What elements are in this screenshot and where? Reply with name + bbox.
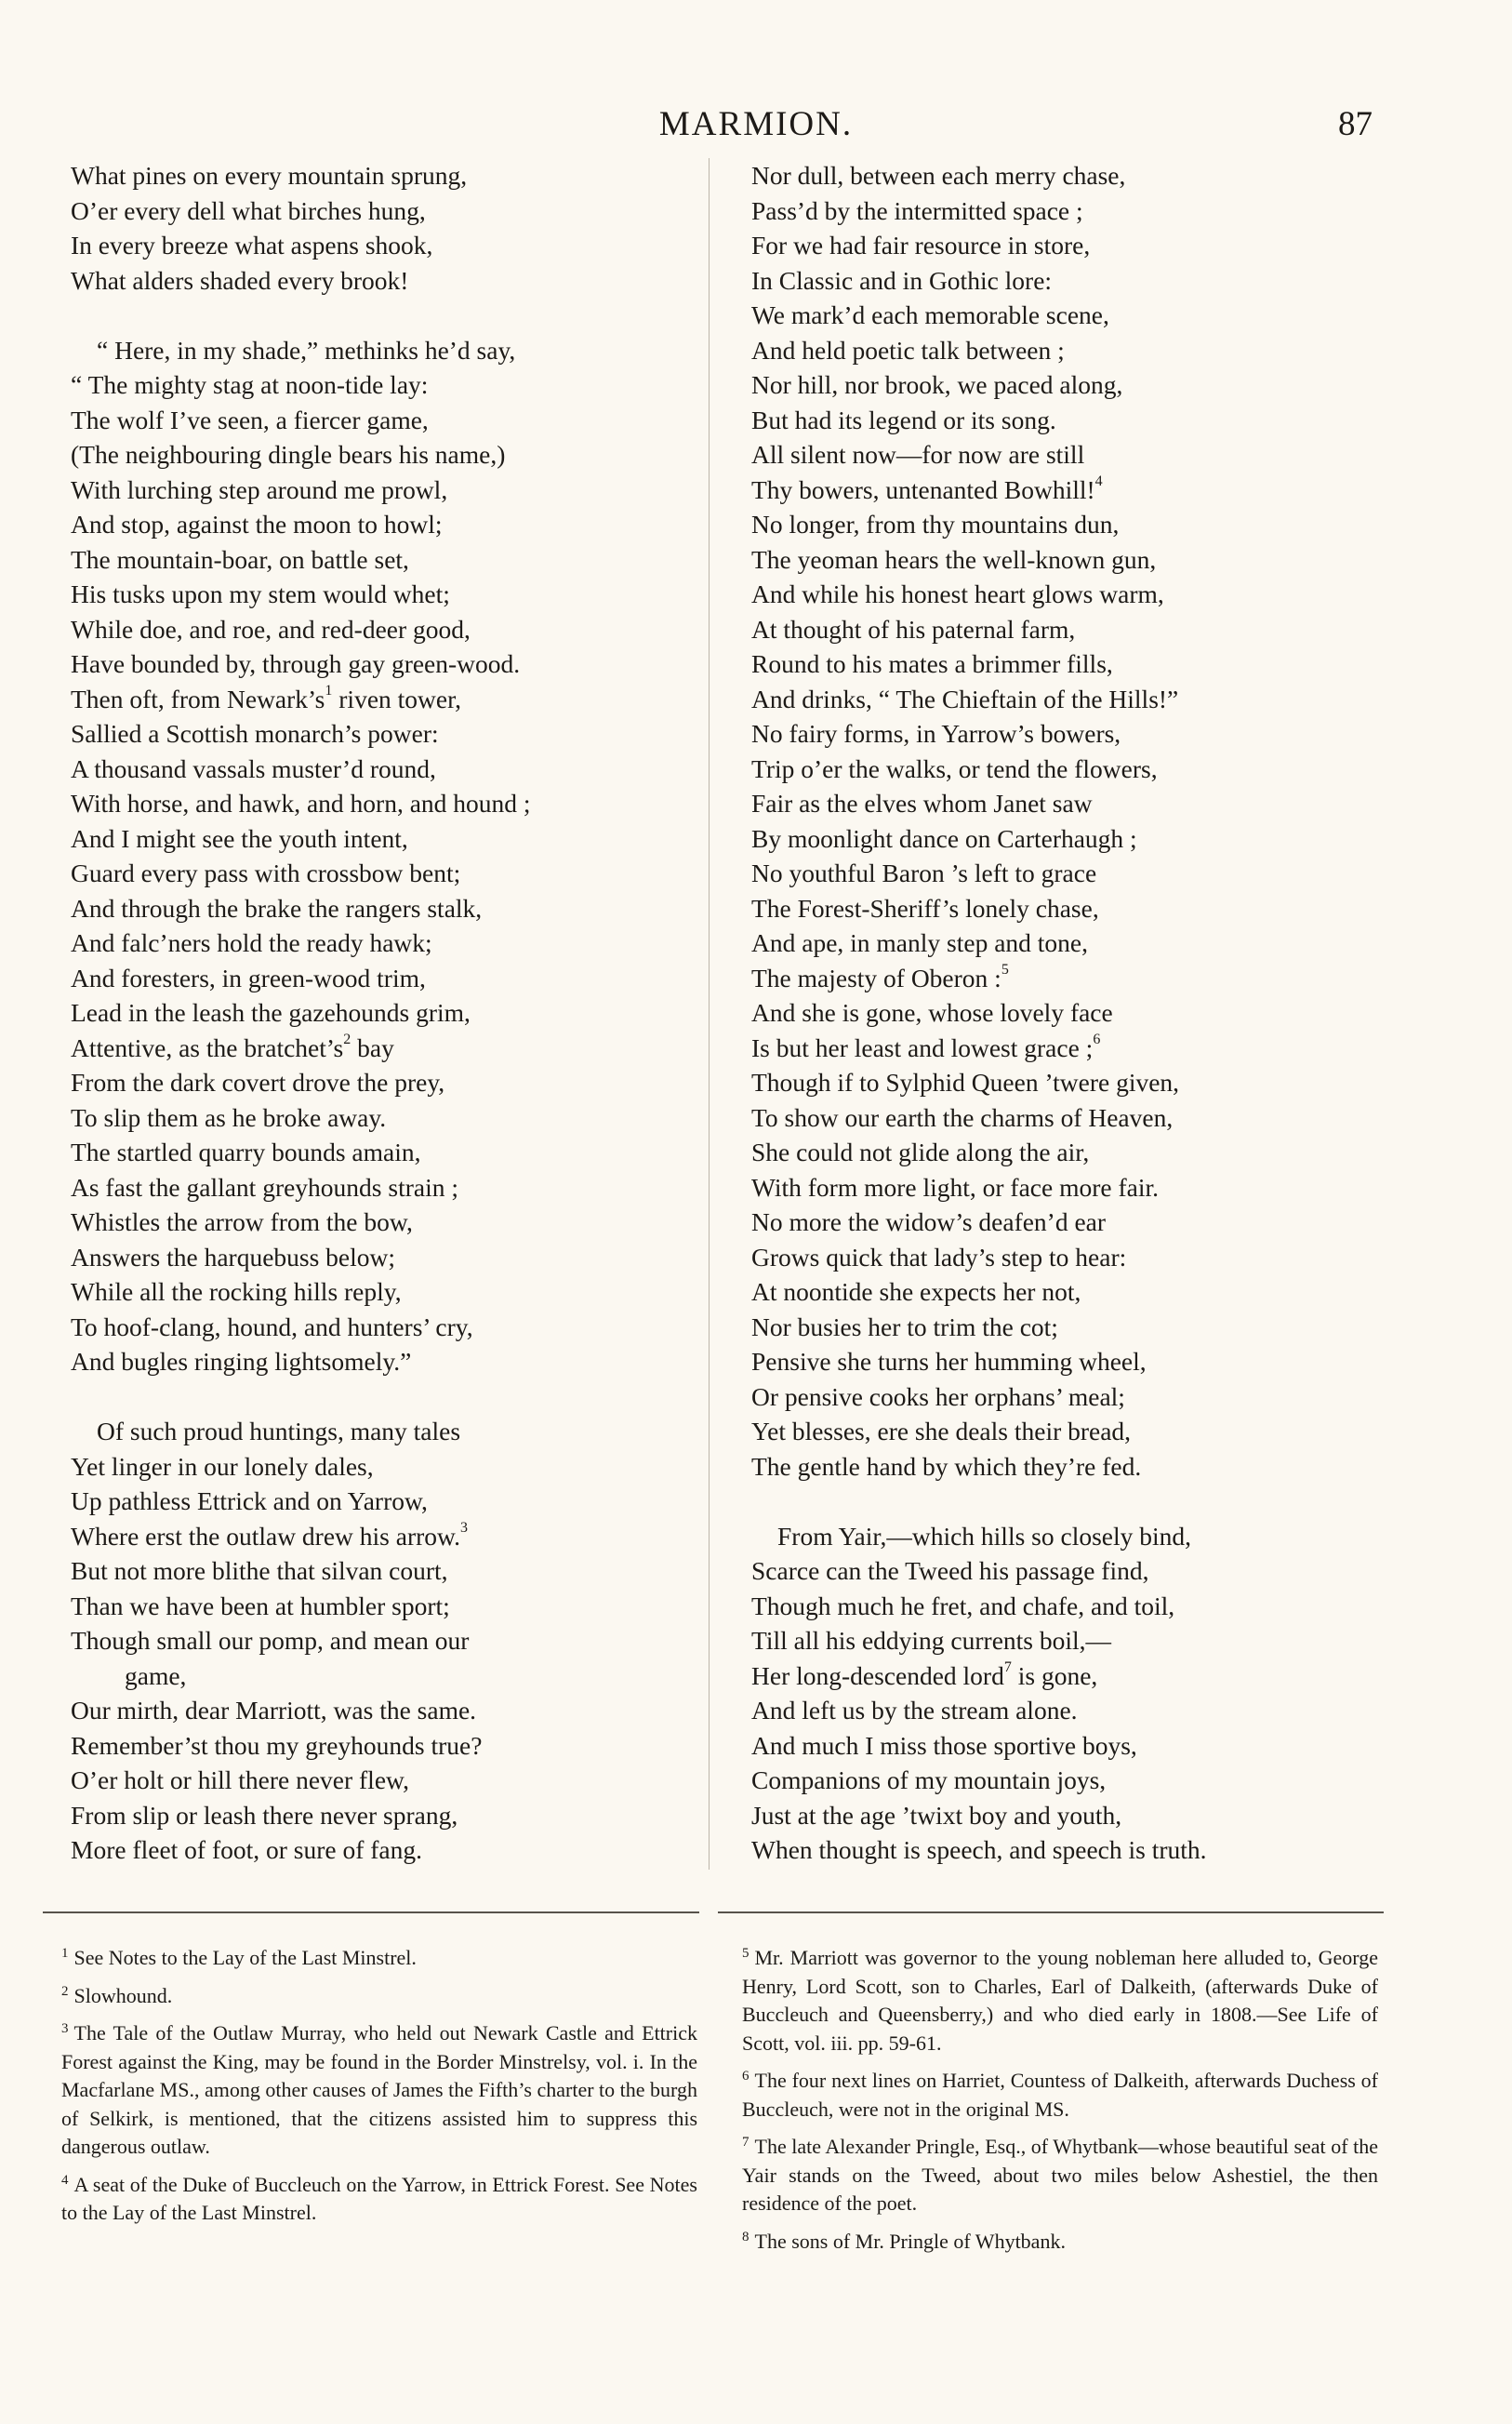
footnote-text: The sons of Mr. Pringle of Whytbank. [754,2229,1066,2253]
verse-text: And I might see the youth intent, [71,823,408,853]
verse-text: For we had fair resource in store, [751,231,1091,260]
verse-line [751,682,1402,717]
footnote-number: 2 [61,1983,69,1999]
verse-line [71,682,722,717]
page-header [0,104,1512,151]
footnote [722,2228,1378,2257]
verse-line [751,1693,1402,1728]
verse-text: Though much he fret, and chafe, and toil, [751,1591,1175,1620]
verse-line [71,1205,722,1240]
verse-text: And drinks, “ The Chieftain of the Hills!” [751,684,1179,713]
verse-line [751,646,1402,682]
verse-text: Round to his mates a brimmer fills, [751,649,1113,678]
verse-text: Companions of my mountain joys, [751,1765,1107,1794]
verse-text: Nor busies her to trim the cot; [751,1312,1058,1341]
verse-line [751,228,1402,263]
verse-line [71,646,722,682]
footnote-rule-right [718,1911,1384,1913]
verse-text-after: bay [351,1032,394,1062]
verse-text: The mountain-boar, on battle set, [71,544,409,574]
verse-text: Trip o’er the walks, or tend the flowers, [751,753,1158,783]
verse-line [751,1065,1402,1100]
verse-line [751,1205,1402,1240]
verse-line [71,263,722,299]
verse-line [71,1065,722,1100]
footnote-text: Slowhound. [73,1983,173,2007]
footnote-number: 1 [61,1946,69,1961]
verse-text: Guard every pass with crossbow bent; [71,859,461,887]
footnote [41,1944,697,1973]
verse-text: Nor hill, nor brook, we paced along, [751,370,1123,399]
footnote-number: 8 [742,2229,749,2244]
verse-text: The gentle hand by which they’re fed. [751,1451,1142,1481]
verse-line [751,263,1402,299]
verse-text-after: riven tower, [332,684,462,713]
stanza [71,158,722,298]
verse-text: From the dark covert drove the prey, [71,1068,445,1097]
verse-text: Thy bowers, untenanted Bowhill! [751,474,1095,504]
verse-line [71,437,722,473]
verse-text: The majesty of Oberon : [751,963,1001,992]
verse-text: From slip or leash there never sprang, [71,1800,458,1830]
footnote-ref: 3 [459,1519,468,1536]
verse-text: A thousand vassals muster’d round, [71,753,436,783]
verse-line [751,1553,1402,1589]
verse-line [71,1623,722,1658]
verse-line [751,1832,1402,1868]
verse-text: Up pathless Ettrick and on Yarrow, [71,1486,428,1515]
running-title: MARMION. [658,105,854,143]
poem-column-right [751,158,1402,1868]
verse-text: No youthful Baron ’s left to grace [751,859,1097,887]
verse-text: But had its legend or its song. [751,405,1056,434]
poem-column-left [71,158,722,1868]
verse-text: She could not glide along the air, [751,1138,1090,1166]
verse-text: But not more blithe that silvan court, [71,1556,448,1585]
verse-line [71,1763,722,1798]
verse-text: What alders shaded every brook! [71,265,409,295]
verse-text: To hoof-clang, hound, and hunters’ cry, [71,1312,473,1341]
verse-text: With horse, and hawk, and horn, and hound ; [71,789,531,818]
stanza [71,1414,722,1868]
verse-line [751,961,1402,996]
verse-text: Is but her least and lowest grace ; [751,1032,1094,1062]
verse-line [71,1310,722,1345]
verse-text: The startled quarry bounds amain, [71,1138,421,1166]
verse-text: And bugles ringing lightsomely.” [71,1347,412,1376]
footnote-ref: 4 [1094,473,1103,489]
footnote-rule-left [43,1911,699,1913]
verse-text: Grows quick that lady’s step to hear: [751,1242,1127,1272]
verse-line [71,1414,722,1449]
verse-text: And much I miss those sportive boys, [751,1730,1137,1760]
verse-line [71,542,722,578]
verse-text: In every breeze what aspens shook, [71,231,433,260]
verse-line [751,1100,1402,1136]
verse-text-after: is gone, [1011,1660,1098,1690]
verse-text: With form more light, or face more fair. [751,1172,1159,1202]
verse-line [751,473,1402,508]
verse-text: Pass’d by the intermitted space ; [751,195,1083,225]
verse-text: Remember’st thou my greyhounds true? [71,1730,483,1760]
verse-line [71,856,722,891]
verse-text: And ape, in manly step and tone, [751,928,1088,957]
verse-text: The yeoman hears the well-known gun, [751,544,1157,574]
verse-line [71,473,722,508]
verse-text: More fleet of foot, or sure of fang. [71,1835,422,1864]
verse-line [71,1100,722,1136]
footnote-number: 4 [61,2172,69,2188]
verse-text: No longer, from thy mountains dun, [751,510,1120,539]
verse-text: From Yair,—which hills so closely bind, [777,1521,1192,1551]
footnote-text: The Tale of the Outlaw Murray, who held out Newark Castle and Ettrick Forest against the King, may be found in the Border Minstrelsy, vol. i. In the Macfarlane MS., among other causes of James the Fifth’s charter to the burgh of Selkirk, is mentioned, that the citizens assisted him to suppress this dangerous outlaw. [61,2021,697,2158]
verse-line [751,158,1402,193]
verse-line [71,1484,722,1519]
stanza [751,1519,1402,1868]
verse-line [71,716,722,752]
footnote [41,1982,697,2011]
verse-text: Then oft, from Newark’s [71,684,325,713]
verse-text: Till all his eddying currents boil,— [751,1626,1112,1655]
verse-text: Though if to Sylphid Queen ’twere given, [751,1068,1180,1097]
footnote-ref: 1 [325,682,333,699]
verse-text: Her long-descended lord [751,1660,1004,1690]
verse-line [751,891,1402,926]
verse-line [71,577,722,612]
verse-line [751,1763,1402,1798]
verse-text: And she is gone, whose lovely face [751,998,1113,1027]
verse-text: O’er every dell what birches hung, [71,195,426,225]
verse-text: At noontide she expects her not, [751,1277,1081,1306]
verse-text: When thought is speech, and speech is truth. [751,1835,1207,1864]
verse-line [751,716,1402,752]
verse-text: Have bounded by, through gay green-wood. [71,649,521,678]
verse-line [71,403,722,438]
verse-line [751,995,1402,1031]
verse-text: Just at the age ’twixt boy and youth, [751,1800,1122,1830]
verse-text: Or pensive cooks her orphans’ meal; [751,1381,1125,1411]
verse-line [71,193,722,229]
verse-line [751,193,1402,229]
verse-line [751,1798,1402,1833]
verse-line [751,1728,1402,1764]
verse-line [751,752,1402,787]
verse-text: Nor dull, between each merry chase, [751,161,1126,190]
verse-text: To show our earth the charms of Heaven, [751,1102,1174,1132]
verse-line [71,612,722,647]
verse-line [751,1589,1402,1624]
verse-text: By moonlight dance on Carterhaugh ; [751,823,1137,853]
verse-text: game, [125,1660,187,1690]
verse-line [71,158,722,193]
footnotes-right [722,1944,1378,2265]
verse-line [751,1170,1402,1205]
verse-text: Lead in the leash the gazehounds grim, [71,998,471,1027]
verse-text: To slip them as he broke away. [71,1102,387,1132]
verse-line [751,403,1402,438]
verse-line [751,577,1402,612]
verse-text: Sallied a Scottish monarch’s power: [71,719,439,748]
verse-line [751,542,1402,578]
verse-text: We mark’d each memorable scene, [751,300,1109,329]
verse-text: “ The mighty stag at noon-tide lay: [71,370,429,399]
verse-text: Scarce can the Tweed his passage find, [751,1556,1149,1585]
footnote-number: 5 [742,1946,749,1961]
footnotes-left [41,1944,697,2237]
verse-line [71,1728,722,1764]
verse-text: (The neighbouring dingle bears his name,) [71,440,506,469]
verse-text: “ Here, in my shade,” methinks he’d say, [97,335,516,365]
verse-line [71,1135,722,1170]
footnote-number: 6 [742,2069,749,2084]
verse-line [71,926,722,961]
footnote [722,2067,1378,2124]
verse-line [751,1135,1402,1170]
verse-text: His tusks upon my stem would whet; [71,579,450,608]
verse-line [751,1414,1402,1449]
verse-line [751,821,1402,857]
verse-text: And while his honest heart glows warm, [751,579,1164,608]
footnote-ref: 6 [1093,1031,1101,1047]
verse-line [71,507,722,542]
stanza [71,333,722,1379]
footnote-text: See Notes to the Lay of the Last Minstrel. [73,1946,417,1969]
verse-line [751,786,1402,821]
footnote-ref: 2 [343,1031,351,1047]
verse-text: All silent now—for now are still [751,440,1085,469]
verse-line [751,612,1402,647]
verse-text: And through the brake the rangers stalk, [71,893,483,923]
footnote-ref: 5 [1001,961,1009,978]
verse-text: Of such proud huntings, many tales [97,1417,461,1445]
verse-line [71,1240,722,1275]
verse-text: Fair as the elves whom Janet saw [751,789,1093,818]
verse-text: And falc’ners hold the ready hawk; [71,928,432,957]
verse-text: While all the rocking hills reply, [71,1277,402,1306]
verse-text: Than we have been at humbler sport; [71,1591,450,1620]
verse-text: At thought of his paternal farm, [751,614,1076,644]
verse-line [71,1519,722,1554]
verse-text: Our mirth, dear Marriott, was the same. [71,1696,477,1725]
footnote-ref: 7 [1003,1658,1012,1675]
footnote-number: 7 [742,2135,749,2150]
verse-line [751,437,1402,473]
verse-line [71,752,722,787]
verse-text: No more the widow’s deafen’d ear [751,1207,1107,1236]
stanza [751,158,1402,1484]
verse-text: And foresters, in green-wood trim, [71,963,426,992]
verse-line [751,1240,1402,1275]
footnote [41,2171,697,2228]
footnote-text: A seat of the Duke of Buccleuch on the Yarrow, in Ettrick Forest. See Notes to the Lay of the Last Minstrel. [61,2172,697,2224]
verse-text: And stop, against the moon to howl; [71,510,443,539]
verse-line [71,1693,722,1728]
verse-line [71,1658,722,1694]
verse-line [71,1449,722,1485]
verse-line [751,1344,1402,1379]
verse-line [71,1031,722,1066]
verse-line [751,926,1402,961]
column-divider [709,158,710,1870]
verse-line [71,821,722,857]
verse-line [71,367,722,403]
verse-line [751,1623,1402,1658]
verse-text: In Classic and in Gothic lore: [751,265,1053,295]
page-number: 87 [1338,105,1373,143]
verse-line [751,1379,1402,1415]
verse-text: What pines on every mountain sprung, [71,161,468,190]
verse-line [751,1658,1402,1694]
verse-line [71,1798,722,1833]
footnote [722,2133,1378,2218]
verse-line [751,367,1402,403]
verse-text: Though small our pomp, and mean our [71,1626,470,1655]
verse-line [71,961,722,996]
footnote [722,1944,1378,2058]
footnote-text: The late Alexander Pringle, Esq., of Whytbank—whose beautiful seat of the Yair stands on the Tweed, about two miles below Ashestiel, the then residence of the poet. [742,2135,1378,2215]
verse-line [751,1519,1402,1554]
verse-text: Attentive, as the bratchet’s [71,1032,344,1062]
verse-line [71,786,722,821]
verse-line [751,1310,1402,1345]
verse-line [71,1553,722,1589]
footnote-text: Mr. Marriott was governor to the young nobleman here alluded to, George Henry, Lord Scott, son to Charles, Earl of Dalkeith, (afterwards Duke of Buccleuch and Queensberry,) and who died early in 1808.—See Life of Scott, vol. iii. pp. 59-61. [742,1946,1378,2055]
verse-text: O’er holt or hill there never flew, [71,1765,409,1794]
verse-text: Yet linger in our lonely dales, [71,1451,374,1481]
verse-line [71,1589,722,1624]
footnote [41,2019,697,2162]
footnote-text: The four next lines on Harriet, Countess of Dalkeith, afterwards Duchess of Buccleuch, were not in the original MS. [742,2069,1378,2121]
verse-line [751,333,1402,368]
verse-line [751,1274,1402,1310]
verse-line [71,995,722,1031]
verse-text: The wolf I’ve seen, a fiercer game, [71,405,429,434]
verse-line [751,1449,1402,1485]
verse-line [71,891,722,926]
verse-line [751,1031,1402,1066]
verse-line [71,1344,722,1379]
verse-line [71,333,722,368]
verse-text: Whistles the arrow from the bow, [71,1207,413,1236]
verse-text: With lurching step around me prowl, [71,474,448,504]
verse-line [71,1170,722,1205]
verse-line [751,298,1402,333]
verse-text: The Forest-Sheriff’s lonely chase, [751,893,1099,923]
verse-text: And held poetic talk between ; [751,335,1065,365]
footnote-number: 3 [61,2021,69,2036]
verse-line [71,1274,722,1310]
verse-text: No fairy forms, in Yarrow’s bowers, [751,719,1121,748]
verse-line [751,856,1402,891]
verse-line [71,228,722,263]
verse-text: Pensive she turns her humming wheel, [751,1347,1147,1376]
verse-text: And left us by the stream alone. [751,1696,1078,1725]
verse-text: While doe, and roe, and red-deer good, [71,614,471,644]
verse-text: Yet blesses, ere she deals their bread, [751,1417,1132,1445]
verse-text: Where erst the outlaw drew his arrow. [71,1521,460,1551]
verse-text: As fast the gallant greyhounds strain ; [71,1172,458,1202]
verse-line [71,1832,722,1868]
verse-text: Answers the harquebuss below; [71,1242,396,1272]
verse-line [751,507,1402,542]
